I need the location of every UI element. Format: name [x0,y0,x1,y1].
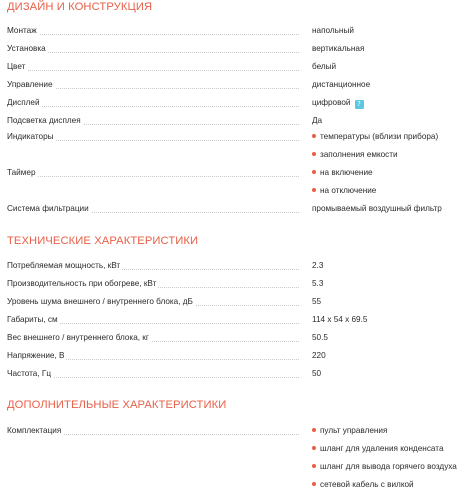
spec-row-noise [7,296,455,310]
spec-row-power [7,260,455,274]
spec-value: 114 x 54 x 69.5 [312,315,368,324]
spec-row-install [7,43,455,57]
bullet-item: на отключение [312,185,376,197]
bullet-item: температуры (вблизи прибора) [312,131,438,143]
spec-label: Подсветка дисплея [7,116,81,125]
spec-label: Цвет [7,62,26,71]
spec-label: Производительность при обогреве, кВт [7,279,157,288]
spec-row-heat [7,278,455,292]
spec-label: Таймер [7,168,36,177]
spec-label: Частота, Гц [7,369,52,378]
section-title-extra: ДОПОЛНИТЕЛЬНЫЕ ХАРАКТЕРИСТИКИ [7,399,227,411]
bullet-item: шланг для вывода горячего воздуха [312,461,457,473]
spec-row-filter [7,203,455,217]
spec-row-backlight [7,115,455,129]
spec-value: вертикальная [312,44,365,53]
spec-label: Дисплей [7,98,40,107]
spec-label: Система фильтрации [7,204,89,213]
spec-label: Индикаторы [7,132,54,141]
bullet-icon [312,464,316,468]
spec-row-mount [7,25,455,39]
spec-value: 2.3 [312,261,324,270]
bullet-icon [312,446,316,450]
bullet-item: шланг для удаления конденсата [312,443,444,455]
spec-row-timer [7,167,455,181]
section-title-design: ДИЗАЙН И КОНСТРУКЦИЯ [7,1,153,13]
spec-row-frequency [7,368,455,382]
bullet-icon [312,188,316,192]
spec-row-dims [7,314,455,328]
spec-value: цифровой [312,98,351,107]
help-icon[interactable]: ? [355,100,364,109]
spec-value: 55 [312,297,322,306]
spec-row-kit [7,425,455,439]
bullet-icon [312,170,316,174]
spec-row-weight [7,332,455,346]
spec-label: Уровень шума внешнего / внутреннего блока, дБ [7,297,193,306]
spec-label: Комплектация [7,426,62,435]
bullet-icon [312,134,316,138]
bullet-item: пульт управления [312,425,387,437]
spec-label: Управление [7,80,53,89]
bullet-item: заполнения емкости [312,149,398,161]
spec-row-voltage [7,350,455,364]
spec-label: Потребляемая мощность, кВт [7,261,121,270]
spec-value: 50.5 [312,333,328,342]
spec-value: дистанционное [312,80,371,89]
bullet-item: на включение [312,167,373,179]
spec-label: Установка [7,44,46,53]
spec-row-indicators [7,131,455,145]
section-title-tech: ТЕХНИЧЕСКИЕ ХАРАКТЕРИСТИКИ [7,235,199,247]
spec-row-control [7,79,455,93]
spec-row-color [7,61,455,75]
spec-label: Габариты, см [7,315,58,324]
bullet-item: сетевой кабель с вилкой [312,479,414,491]
spec-label: Вес внешнего / внутреннего блока, кг [7,333,149,342]
spec-value: 220 [312,351,326,360]
spec-row-display [7,97,455,111]
bullet-icon [312,428,316,432]
spec-label: Напряжение, В [7,351,65,360]
bullet-icon [312,152,316,156]
spec-value: 5.3 [312,279,324,288]
spec-value: промываемый воздушный фильтр [312,204,442,213]
spec-label: Монтаж [7,26,37,35]
spec-value: напольный [312,26,354,35]
spec-value: 50 [312,369,322,378]
spec-value: Да [312,116,323,125]
bullet-icon [312,482,316,486]
spec-value: белый [312,62,337,71]
